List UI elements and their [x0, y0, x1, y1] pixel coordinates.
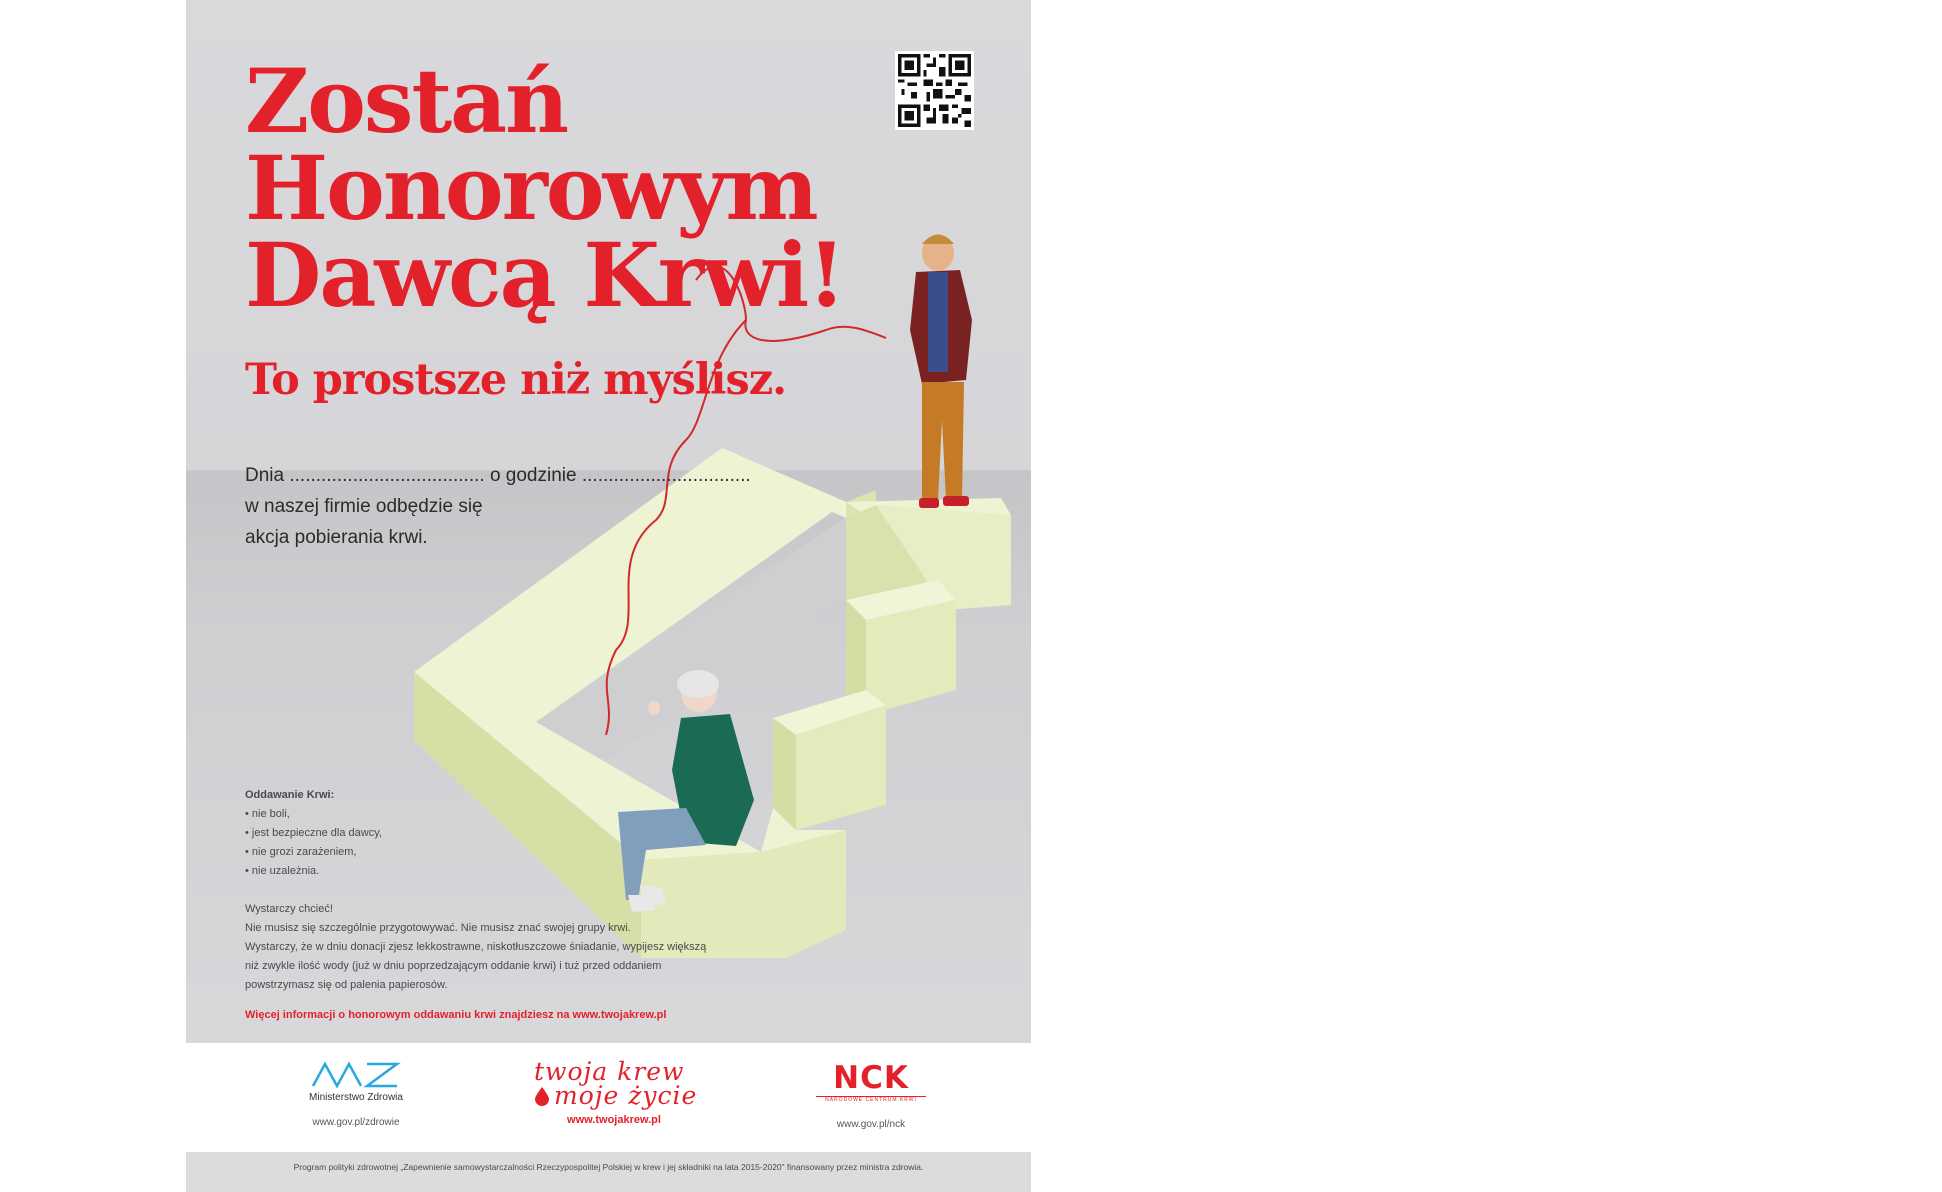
mz-logo-block[interactable]: [296, 1060, 416, 1128]
footer-band: [186, 1152, 1031, 1192]
headline: Zostań Honorowym Dawcą Krwi!: [245, 49, 844, 327]
info-paragraph-line: Nie musisz się szczególnie przygotowywać. Nie musisz znać swojej grupy krwi.: [245, 922, 631, 934]
info-title: Oddawanie Krwi:: [245, 789, 335, 801]
list-item: • nie grozi zarażeniem,: [245, 843, 715, 862]
subheadline: To prostsze niż myślisz.: [245, 355, 787, 405]
donation-info: [245, 786, 715, 995]
nck-logo: NCK: [833, 1060, 909, 1096]
event-action-line: akcja pobierania krwi.: [245, 527, 428, 548]
list-item: • jest bezpieczne dla dawcy,: [245, 824, 715, 843]
info-paragraph-line: powstrzymasz się od palenia papierosów.: [245, 979, 448, 991]
info-bullet-list: [245, 805, 715, 881]
info-paragraph-line: Wystarczy, że w dniu donacji zjesz lekkostrawne, niskotłuszczowe śniadanie, wypijesz większą: [245, 941, 707, 953]
list-item: • nie boli,: [245, 805, 715, 824]
nck-url[interactable]: www.gov.pl/nck: [836, 1119, 906, 1130]
info-paragraph-line: niż zwykle ilość wody (już w dniu poprzedzającym oddanie krwi) i tuż przed oddaniem: [245, 960, 662, 972]
nck-logo-block[interactable]: [816, 1060, 926, 1130]
event-announcement: [245, 460, 751, 553]
info-paragraph-title: Wystarczy chcieć!: [245, 903, 333, 915]
poster: [186, 0, 1031, 1192]
tk-line2: moje życie: [554, 1081, 698, 1110]
mz-url[interactable]: www.gov.pl/zdrowie: [312, 1117, 400, 1128]
tk-url[interactable]: www.twojakrew.pl: [567, 1114, 661, 1126]
qr-code-icon[interactable]: [895, 51, 974, 130]
mz-label: Ministerstwo Zdrowia: [309, 1092, 403, 1103]
more-info-link[interactable]: Więcej informacji o honorowym oddawaniu krwi znajdziesz na www.twojakrew.pl: [245, 1009, 667, 1021]
blood-drop-icon: [534, 1086, 550, 1106]
twoja-krew-logo-block[interactable]: [524, 1057, 704, 1126]
nck-subtitle: NARODOWE CENTRUM KRWI: [816, 1096, 926, 1103]
tk-line1: twoja krew: [534, 1057, 685, 1086]
program-footnote: Program polityki zdrowotnej „Zapewnienie samowystarczalności Rzeczypospolitej Polskiej w krew i jej składniki na lata 2015-2020” finansowany przez ministra zdrowia.: [293, 1162, 924, 1172]
event-company-line: w naszej firmie odbędzie się: [245, 496, 483, 517]
list-item: • nie uzależnia.: [245, 862, 715, 881]
event-date-line: Dnia ..................................... o godzinie ................................: [245, 465, 751, 486]
man-figure-illustration: [910, 235, 972, 509]
mz-logo-icon: [311, 1060, 401, 1088]
